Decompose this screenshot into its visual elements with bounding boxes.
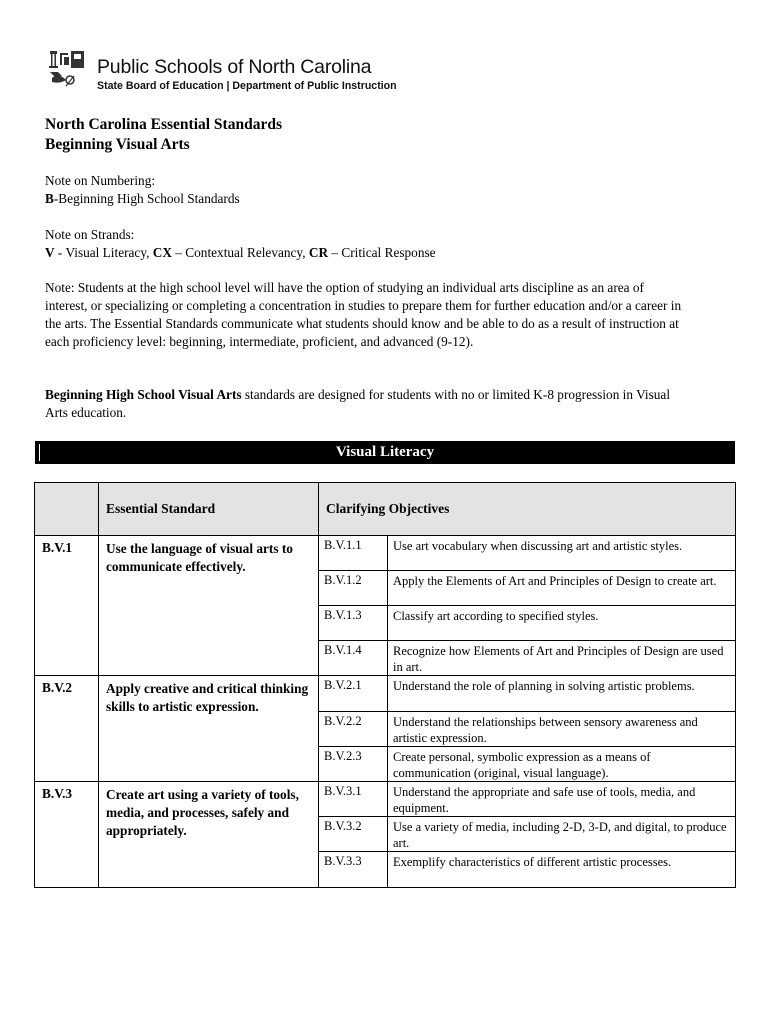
general-note: Note: Students at the high school level will have the option of studying an individual arts discipline as an area of interest, or specializing or completing a concentration in studies to prepare them for further education and/or a career in the arts. The Essential Standards communicate what students should know and be able to do as a result of instruction at each proficiency level: beginning, intermediate, proficient, and advanced (9-12). bbox=[45, 280, 682, 349]
numbering-code: B bbox=[45, 191, 54, 206]
beginning-text: standards are designed for students with no or limited K-8 progression in Visual Arts education. bbox=[45, 387, 671, 420]
standards-table bbox=[34, 482, 736, 888]
table-row bbox=[35, 536, 736, 571]
numbering-note bbox=[45, 172, 685, 208]
strands-line bbox=[45, 244, 685, 262]
strand-v-text: - Visual Literacy, bbox=[54, 245, 153, 260]
objective-text: Apply the Elements of Art and Principles of Design to create art. bbox=[388, 571, 736, 606]
strands-heading: Note on Strands: bbox=[45, 227, 135, 242]
beginning-bold: Beginning High School Visual Arts bbox=[45, 387, 242, 402]
strand-cr-code: CR bbox=[308, 245, 329, 260]
objective-id: B.V.2.1 bbox=[319, 676, 388, 712]
beginning-note bbox=[45, 386, 685, 422]
header-essential-standard: Essential Standard bbox=[99, 483, 319, 536]
band-divider bbox=[39, 444, 40, 461]
standard-code: B.V.1 bbox=[35, 536, 99, 676]
nc-dpi-logo-icon bbox=[48, 50, 88, 90]
standard-text: Create art using a variety of tools, media, and processes, safely and appropriately. bbox=[99, 782, 319, 888]
objective-text: Create personal, symbolic expression as a means of communication (original, visual language). bbox=[388, 747, 736, 782]
objective-id: B.V.1.4 bbox=[319, 641, 388, 676]
table-header-row bbox=[35, 483, 736, 536]
objective-id: B.V.1.2 bbox=[319, 571, 388, 606]
strands-note bbox=[45, 226, 685, 262]
standard-code: B.V.3 bbox=[35, 782, 99, 888]
objective-id: B.V.3.2 bbox=[319, 817, 388, 852]
numbering-heading: Note on Numbering: bbox=[45, 173, 156, 188]
objective-id: B.V.3.3 bbox=[319, 852, 388, 888]
title-line-1: North Carolina Essential Standards bbox=[45, 116, 282, 133]
objective-text: Exemplify characteristics of different artistic processes. bbox=[388, 852, 736, 888]
standard-text: Use the language of visual arts to communicate effectively. bbox=[99, 536, 319, 676]
standard-code: B.V.2 bbox=[35, 676, 99, 782]
org-name: Public Schools of North Carolina bbox=[97, 56, 372, 78]
strand-v-code: V bbox=[45, 245, 55, 260]
objective-text: Understand the role of planning in solving artistic problems. bbox=[388, 676, 736, 712]
objective-text: Use a variety of media, including 2-D, 3-D, and digital, to produce art. bbox=[388, 817, 736, 852]
objective-id: B.V.2.2 bbox=[319, 712, 388, 747]
objective-text: Understand the appropriate and safe use of tools, media, and equipment. bbox=[388, 782, 736, 817]
header-code bbox=[35, 483, 99, 536]
table-row bbox=[35, 676, 736, 712]
objective-id: B.V.3.1 bbox=[319, 782, 388, 817]
objective-text: Use art vocabulary when discussing art and artistic styles. bbox=[388, 536, 736, 571]
page-title bbox=[45, 115, 282, 155]
objective-id: B.V.1.1 bbox=[319, 536, 388, 571]
strand-cx-code: CX bbox=[152, 245, 172, 260]
strand-cr-text: – Critical Response bbox=[328, 245, 436, 260]
strand-cx-text: – Contextual Relevancy, bbox=[171, 245, 309, 260]
header-clarifying-objectives: Clarifying Objectives bbox=[319, 483, 736, 536]
objective-text: Classify art according to specified styles. bbox=[388, 606, 736, 641]
numbering-text: -Beginning High School Standards bbox=[53, 191, 240, 206]
title-line-2: Beginning Visual Arts bbox=[45, 136, 190, 153]
objective-id: B.V.2.3 bbox=[319, 747, 388, 782]
standard-text: Apply creative and critical thinking skills to artistic expression. bbox=[99, 676, 319, 782]
objective-text: Recognize how Elements of Art and Principles of Design are used in art. bbox=[388, 641, 736, 676]
numbering-line bbox=[45, 190, 685, 208]
objective-text: Understand the relationships between sensory awareness and artistic expression. bbox=[388, 712, 736, 747]
org-subtitle: State Board of Education | Department of Public Instruction bbox=[97, 80, 397, 92]
objective-id: B.V.1.3 bbox=[319, 606, 388, 641]
table-row bbox=[35, 782, 736, 817]
section-band: Visual Literacy bbox=[35, 441, 735, 464]
